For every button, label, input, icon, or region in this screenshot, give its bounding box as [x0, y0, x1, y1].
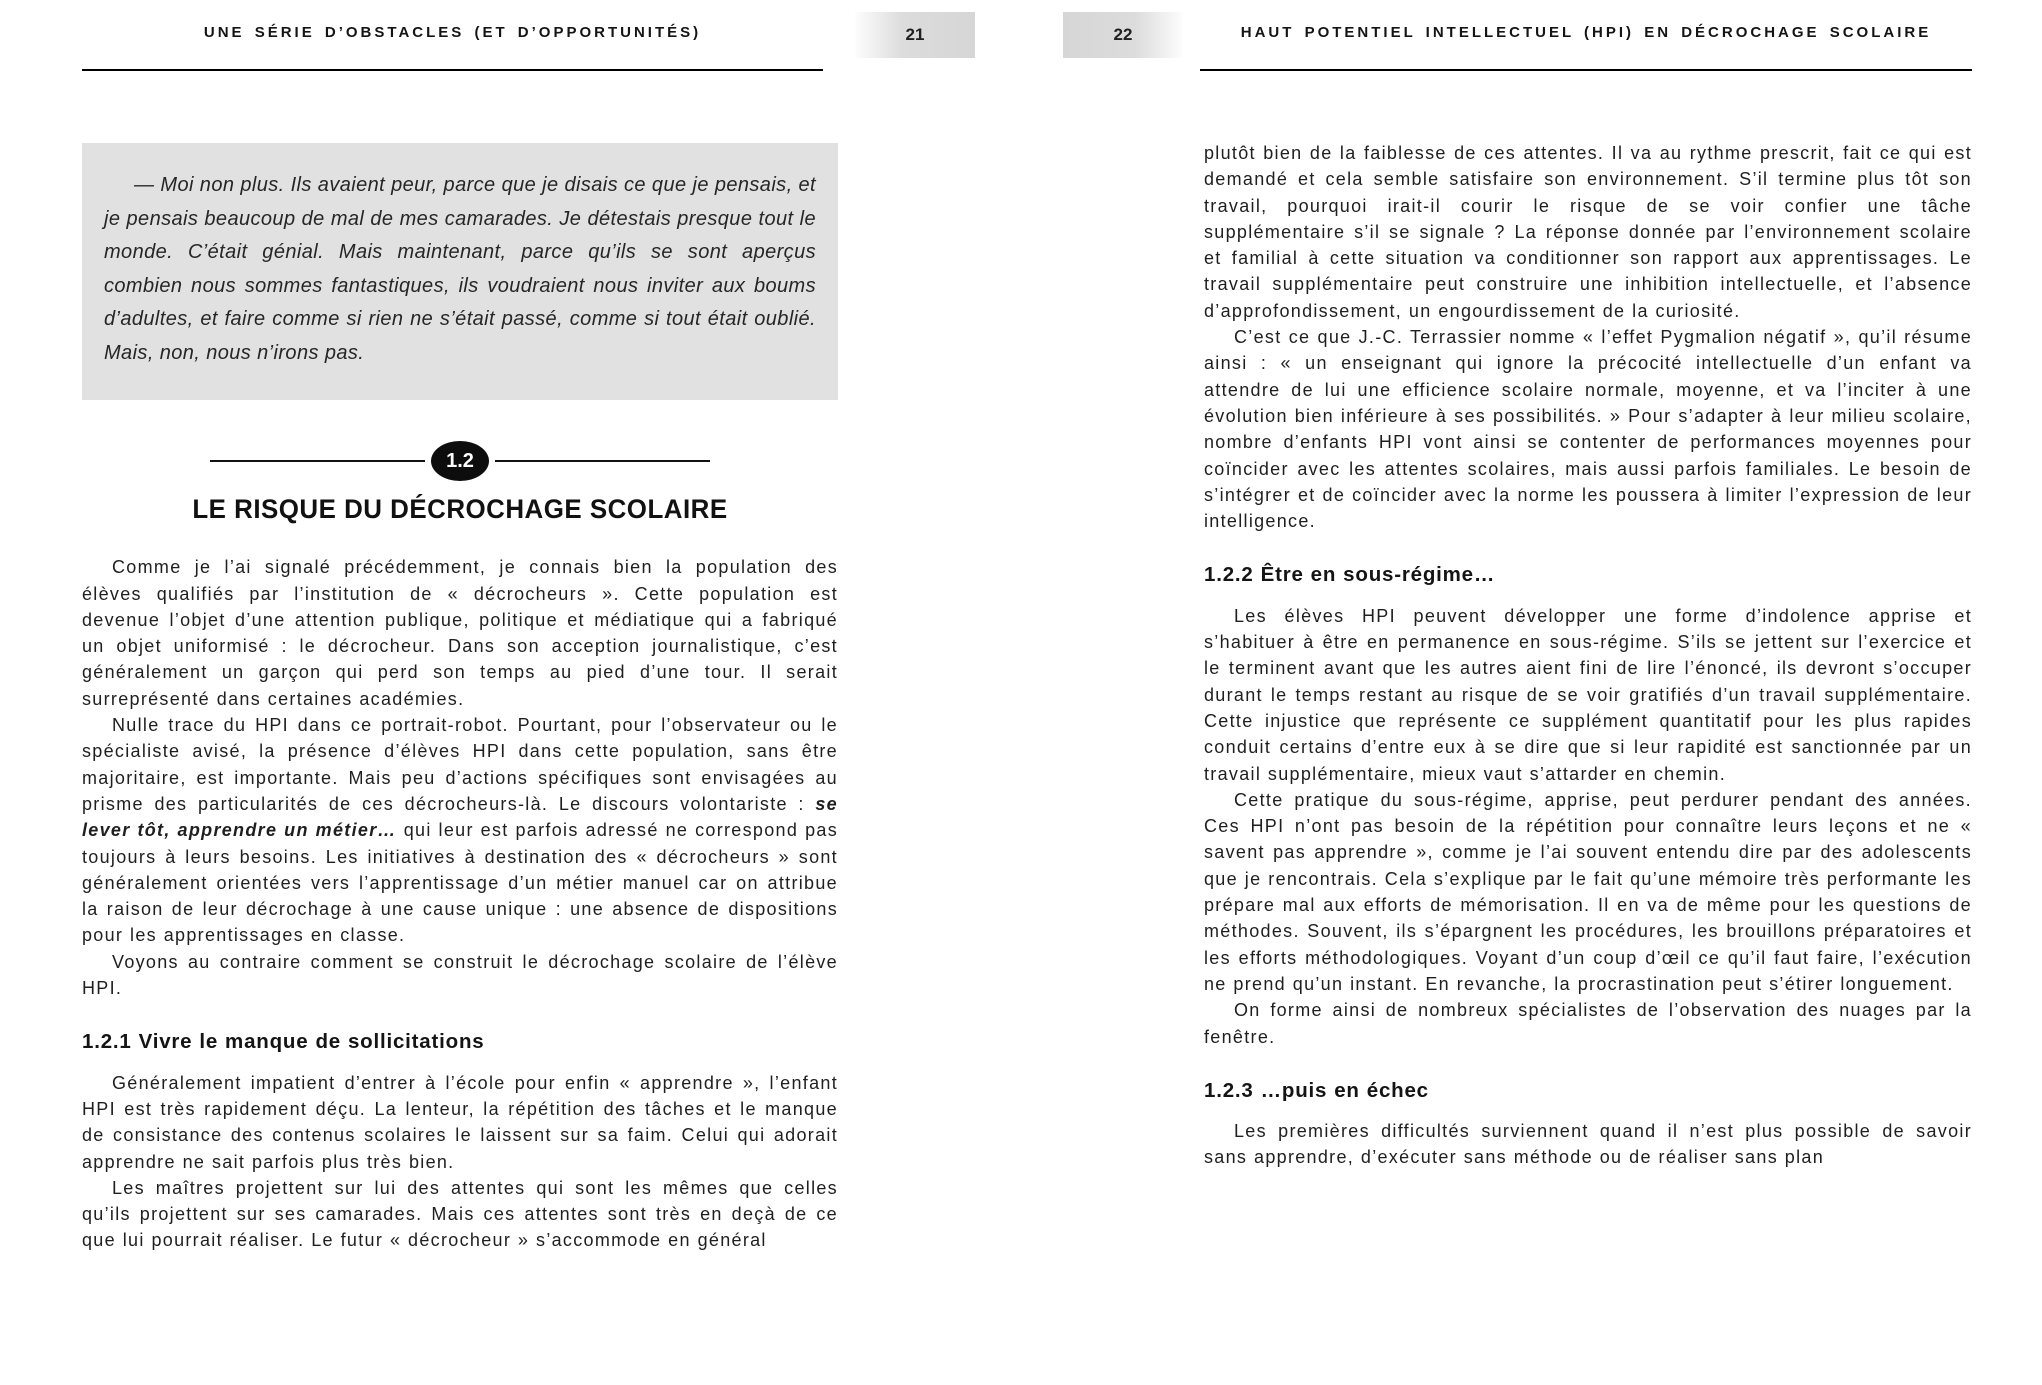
left-body-text — [82, 554, 838, 1253]
quote-text: — Moi non plus. Ils avaient peur, parce que je disais ce que je pensais, et je pensais beaucoup de mal de mes camarades. Je détestais presque tout le monde. C’était génial. Mais maintenant, parce qu’ils se sont aperçus combien nous sommes fantastiques, ils voudraient nous inviter aux boums d’adultes, et faire comme si rien ne s’était passé, comme si tout était oublié. Mais, non, nous n’irons pas. — [104, 174, 816, 364]
section-divider — [82, 440, 838, 482]
paragraph — [82, 712, 838, 949]
paragraph: Généralement impatient d’entrer à l’école pour enfin « apprendre », l’enfant HPI est très rapidement déçu. La lenteur, la répétition des tâches et le manque de consistance des contenus scolaires le laissent sur sa faim. Celui qui adorait apprendre ne sait parfois plus très bien. — [82, 1072, 838, 1172]
subsection-heading-122: 1.2.2 Être en sous-régime… — [1204, 563, 1496, 587]
quote-block — [82, 143, 838, 400]
running-header-left: UNE SÉRIE D’OBSTACLES (ET D’OPPORTUNITÉS) — [203, 24, 702, 41]
paragraph: Voyons au contraire comment se construit le décrochage scolaire de l’élève HPI. — [82, 951, 838, 999]
right-body-text — [1204, 140, 1972, 1171]
header-rule-right — [1200, 69, 1972, 71]
subsection-heading-121: 1.2.1 Vivre le manque de sollicitations — [82, 1030, 485, 1054]
emphasized-phrase: se lever tôt, apprendre un métier… — [82, 793, 838, 841]
paragraph-text: Nulle trace du HPI dans ce portrait-robot. Pourtant, pour l’observateur ou le spécialiste avisé, la présence d’élèves HPI dans cette population, sans être majoritaire, est importante. Mais peu d’actions spécifiques sont envisagées au prisme des particularités de ces décrocheurs-là. Le discours volontariste : — [82, 715, 838, 814]
paragraph: Comme je l’ai signalé précédemment, je connais bien la population des élèves qualifiés par l’institution de « décrocheurs ». Cette population est devenue l’objet d’une attention publique, politique et médiatique qui a fabriqué un objet uniformisé : le décrocheur. Dans son acception journalistique, c’est généralement un garçon qui perd son temps au pied d’une tour. Il serait surreprésenté dans certaines académies. — [82, 557, 838, 709]
page-right — [1204, 140, 1972, 1171]
subsection-heading-123: 1.2.3 …puis en échec — [1204, 1078, 1429, 1102]
paragraph: Les maîtres projettent sur lui des attentes qui sont les mêmes que celles qu’ils projettent sur ses camarades. Mais ces attentes sont très en deçà de ce que lui pourrait réaliser. Le futur « décrocheur » s’accommode en général — [82, 1177, 838, 1251]
paragraph: Les élèves HPI peuvent développer une forme d’indolence apprise et s’habituer à être en permanence en sous-régime. S’ils se jettent sur l’exercice et le terminent avant que les autres aient fini de lire l’énoncé, ils devront s’occuper durant le temps restant au risque de se voir gratifiés d’un travail supplémentaire. Cette injustice que représente ce supplément quantitatif pour les plus rapides conduit certains d’entre eux à se dire que si leur rapidité est sanctionnée par un travail supplémentaire, mieux vaut s’attarder en chemin. — [1204, 605, 1972, 784]
page-left — [82, 143, 838, 1254]
paragraph: On forme ainsi de nombreux spécialistes de l’observation des nuages par la fenêtre. — [1204, 1000, 1972, 1047]
header-rule-left — [82, 69, 823, 71]
section-number-badge: 1.2 — [431, 441, 489, 481]
section-title: LE RISQUE DU DÉCROCHAGE SCOLAIRE — [192, 494, 728, 524]
paragraph: C’est ce que J.-C. Terrassier nomme « l’effet Pygmalion négatif », qu’il résume ainsi : « un enseignant qui ignore la précocité intellectuelle d’un enfant va attendre de lui une efficience scolaire normale, moyenne, et va l’inciter à une évolution bien inférieure à ses possibilités. » Pour s’adapter à leur milieu scolaire, nombre d’enfants HPI vont ainsi se contenter de performances moyennes pour coïncider avec les attentes scolaires, mais aussi parfois familiales. Le besoin de s’intégrer et de coïncider avec la norme les poussera à limiter l’expression de leur intelligence. — [1204, 327, 1972, 532]
running-header-right: HAUT POTENTIEL INTELLECTUEL (HPI) EN DÉCROCHAGE SCOLAIRE — [1240, 24, 1932, 41]
divider-line-right — [495, 460, 710, 462]
page-number-badge-right: 22 — [1063, 12, 1183, 58]
paragraph: plutôt bien de la faiblesse de ces attentes. Il va au rythme prescrit, fait ce qui est demandé et cela semble satisfaire son environnement. S’il termine plus tôt son travail, pourquoi irait-il courir le risque de se voir confier une tâche supplémentaire s’il se signale ? La réponse donnée par l’environnement scolaire et familial à cette situation va conditionner son rapport aux apprentissages. Le travail supplémentaire peut construire une inhibition intellectuelle, et l’absence d’approfondissement, un engourdissement de la curiosité. — [1204, 143, 1972, 321]
paragraph: Cette pratique du sous-régime, apprise, peut perdurer pendant des années. Ces HPI n’ont pas besoin de la répétition pour connaître leurs leçons et ne « savent pas apprendre », comme je l’ai souvent entendu dire par des adolescents que je rencontrais. Cela s’explique par le fait qu’une mémoire très performante les prépare mal aux efforts de mémorisation. Il en va de même pour les questions de méthodes. Souvent, ils s’épargnent les procédures, les brouillons préparatoires et les efforts méthodologiques. Voyant d’un coup d’œil ce qu’il faut faire, l’exécution ne prend qu’un instant. En revanche, la procrastination peut s’étirer longuement. — [1204, 789, 1972, 994]
divider-line-left — [210, 460, 425, 462]
page-number-badge-left: 21 — [855, 12, 975, 58]
paragraph-text: qui leur est parfois adressé ne correspond pas toujours à leurs besoins. Les initiatives à destination des « décrocheurs » sont généralement orientées vers l’apprentissage d’un métier manuel car on attribue la raison de leur décrochage à une cause unique : une absence de dispositions pour les apprentissages en classe. — [82, 820, 838, 946]
paragraph: Les premières difficultés surviennent quand il n’est plus possible de savoir sans apprendre, d’exécuter sans méthode ou de réaliser sans plan — [1204, 1121, 1972, 1168]
